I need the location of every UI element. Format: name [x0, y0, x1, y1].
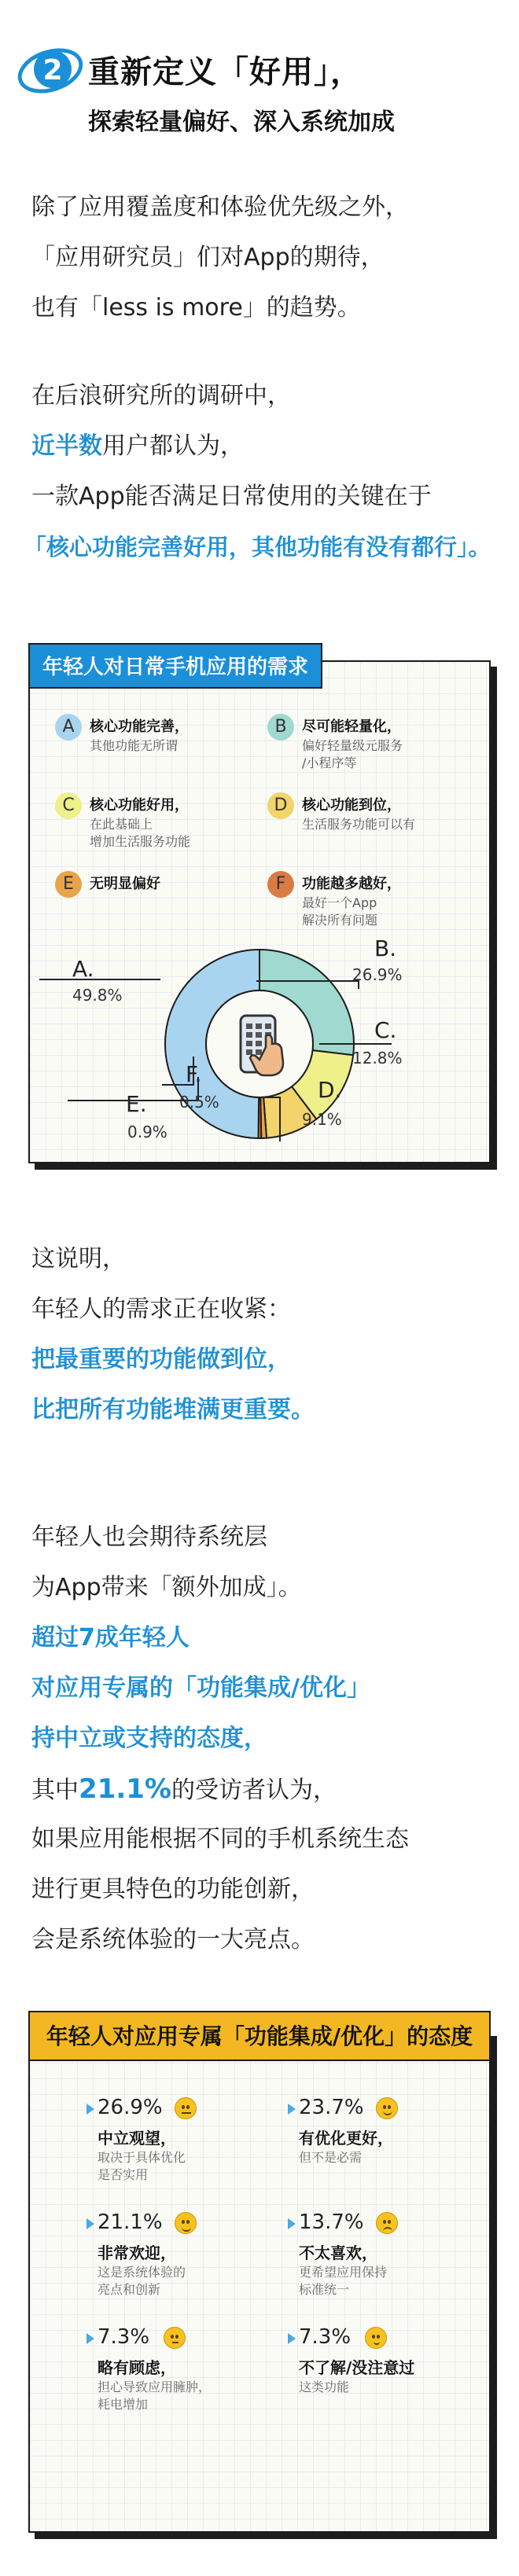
attitude-desc: 是否实用: [98, 2167, 149, 2182]
pointer-icon: [86, 2218, 94, 2229]
option-title: 核心功能完善，: [90, 718, 189, 735]
attitude-title: 有优化更好，: [299, 2129, 393, 2148]
attitude-pct: 13.7%: [299, 2210, 364, 2234]
middle-paragraph-2: [31, 1512, 409, 1965]
option-key-badge: F: [267, 871, 294, 898]
pointer-icon: [86, 2333, 94, 2344]
label-a-pct: 49.8%: [72, 986, 123, 1005]
label-c-name: C.: [374, 1017, 397, 1043]
text-line: 进行更具特色的功能创新，: [31, 1876, 315, 1903]
middle-paragraph-1: [31, 1234, 315, 1435]
text-line: 在后浪研究所的调研中，: [31, 382, 291, 410]
pointer-icon: [288, 2104, 296, 2115]
pointer-icon: [288, 2333, 296, 2344]
section-title: 重新定义「好用」，: [88, 54, 363, 90]
thinking-emoji-icon: [164, 2327, 186, 2349]
highlight-line: 持中立或支持的态度，: [31, 1725, 267, 1752]
attitude-pct: 7.3%: [98, 2325, 150, 2349]
option-desc: 最好一个App: [302, 895, 377, 910]
option-key-badge: C: [55, 792, 82, 819]
text-line: 「应用研究员」们对App的期待，: [31, 244, 385, 271]
option-title: 功能越多越好，: [302, 876, 401, 892]
text-line: [31, 421, 432, 472]
key-conclusion: 「核心功能完善好用，其他功能有没有都行」。: [24, 534, 491, 560]
label-f-name: F.: [186, 1061, 202, 1087]
section-subtitle: 探索轻量偏好、深入系统加成: [88, 108, 395, 136]
attitude-pct: 23.7%: [299, 2096, 364, 2119]
attitude-title: 不了解/没注意过: [299, 2358, 415, 2377]
label-c-pct: 12.8%: [352, 1049, 403, 1068]
attitude-desc: 取决于具体优化: [98, 2150, 186, 2165]
label-f-pct: 0.5%: [179, 1093, 219, 1112]
leader-line-b: [256, 981, 359, 989]
unamused-emoji-icon: [376, 2212, 398, 2234]
attitude-desc: 这是系统体验的: [98, 2265, 186, 2280]
attitude-title: 不太喜欢，: [299, 2243, 377, 2262]
pointer-icon: [288, 2218, 296, 2229]
text-line: 为App带来「额外加成」。: [31, 1574, 302, 1601]
option-title: 核心功能到位，: [302, 797, 401, 814]
attitude-title: 略有顾虑，: [98, 2358, 176, 2377]
attitude-desc: 但不是必需: [299, 2150, 363, 2165]
attitude-desc: 亮点和创新: [98, 2282, 161, 2297]
highlight-line: 超过7成年轻人: [31, 1624, 190, 1652]
label-d-name: D.: [318, 1077, 342, 1103]
highlight-line: 对应用专属的「功能集成/优化」: [31, 1674, 370, 1702]
attitude-desc: 这类功能: [299, 2379, 350, 2394]
highlight-line: 把最重要的功能做到位，: [31, 1346, 291, 1373]
attitude-pct: 7.3%: [299, 2325, 352, 2349]
confused-emoji-icon: [365, 2327, 387, 2349]
smile-emoji-icon: [376, 2097, 398, 2119]
highlight-line: 比把所有功能堆满更重要。: [31, 1396, 315, 1424]
attitude-title: 非常欢迎，: [98, 2243, 176, 2262]
label-d-pct: 9.1%: [302, 1110, 342, 1129]
attitude-card-title: 年轻人对应用专属「功能集成/优化」的态度: [28, 2011, 491, 2061]
text-line: 除了应用覆盖度和体验优先级之外，: [31, 193, 409, 221]
option-desc: 其他功能无所谓: [90, 738, 179, 753]
leader-line-d: [264, 1097, 280, 1141]
option-desc: 解决所有问题: [302, 913, 378, 928]
text-line: 会是系统体验的一大亮点。: [31, 1926, 315, 1953]
label-e-name: E.: [126, 1091, 147, 1117]
section-number-badge: [16, 41, 90, 97]
text-span: 用户都认为，: [102, 432, 244, 460]
option-title: 核心功能好用，: [90, 797, 189, 814]
text-line: 如果应用能根据不同的手机系统生态: [31, 1825, 409, 1853]
text-span: 的受访者认为，: [171, 1777, 337, 1804]
intro-paragraph-2: [31, 371, 432, 522]
intro-paragraph-1: [31, 182, 409, 333]
attitude-pct: 21.1%: [98, 2210, 163, 2234]
option-key-badge: E: [55, 871, 82, 898]
badge-number: 2: [42, 54, 63, 86]
happy-emoji-icon: [175, 2212, 197, 2234]
option-key-badge: B: [267, 714, 294, 740]
pointer-icon: [86, 2104, 94, 2115]
text-line: 也有「less is more」的趋势。: [31, 294, 361, 322]
text-span: 其中: [31, 1777, 79, 1804]
attitude-desc: 担心导致应用臃肿，: [98, 2379, 212, 2394]
label-b-pct: 26.9%: [352, 965, 403, 984]
attitude-desc: 耗电增加: [98, 2397, 149, 2412]
attitude-desc: 更希望应用保持: [299, 2265, 388, 2280]
option-desc: 偏好轻量级元服务: [302, 738, 403, 753]
option-desc: 生活服务功能可以有: [302, 817, 416, 832]
attitude-title: 中立观望，: [98, 2129, 176, 2148]
highlight-value: 21.1%: [79, 1773, 171, 1805]
option-desc: /小程序等: [302, 755, 357, 770]
text-line: [31, 1764, 409, 1814]
label-a-name: A.: [72, 956, 94, 982]
attitude-pct: 26.9%: [98, 2096, 163, 2119]
option-desc: 在此基础上: [90, 817, 153, 832]
option-key-badge: D: [267, 792, 294, 819]
option-desc: 增加生活服务功能: [90, 834, 191, 849]
option-title: 无明显偏好: [90, 876, 160, 892]
neutral-emoji-icon: [175, 2097, 197, 2119]
leader-lines: [28, 928, 491, 1163]
text-line: 年轻人也会期待系统层: [31, 1523, 267, 1551]
attitude-desc: 标准统一: [299, 2282, 350, 2297]
highlight-text: 近半数: [31, 432, 102, 460]
label-e-pct: 0.9%: [127, 1123, 167, 1141]
text-line: 年轻人的需求正在收紧：: [31, 1295, 291, 1323]
option-key-badge: A: [55, 714, 82, 740]
text-line: 这说明，: [31, 1245, 126, 1273]
option-title: 尽可能轻量化，: [302, 718, 401, 735]
needs-chart-title: 年轻人对日常手机应用的需求: [28, 643, 322, 689]
label-b-name: B.: [374, 935, 397, 961]
text-line: 一款App能否满足日常使用的关键在于: [31, 483, 432, 510]
